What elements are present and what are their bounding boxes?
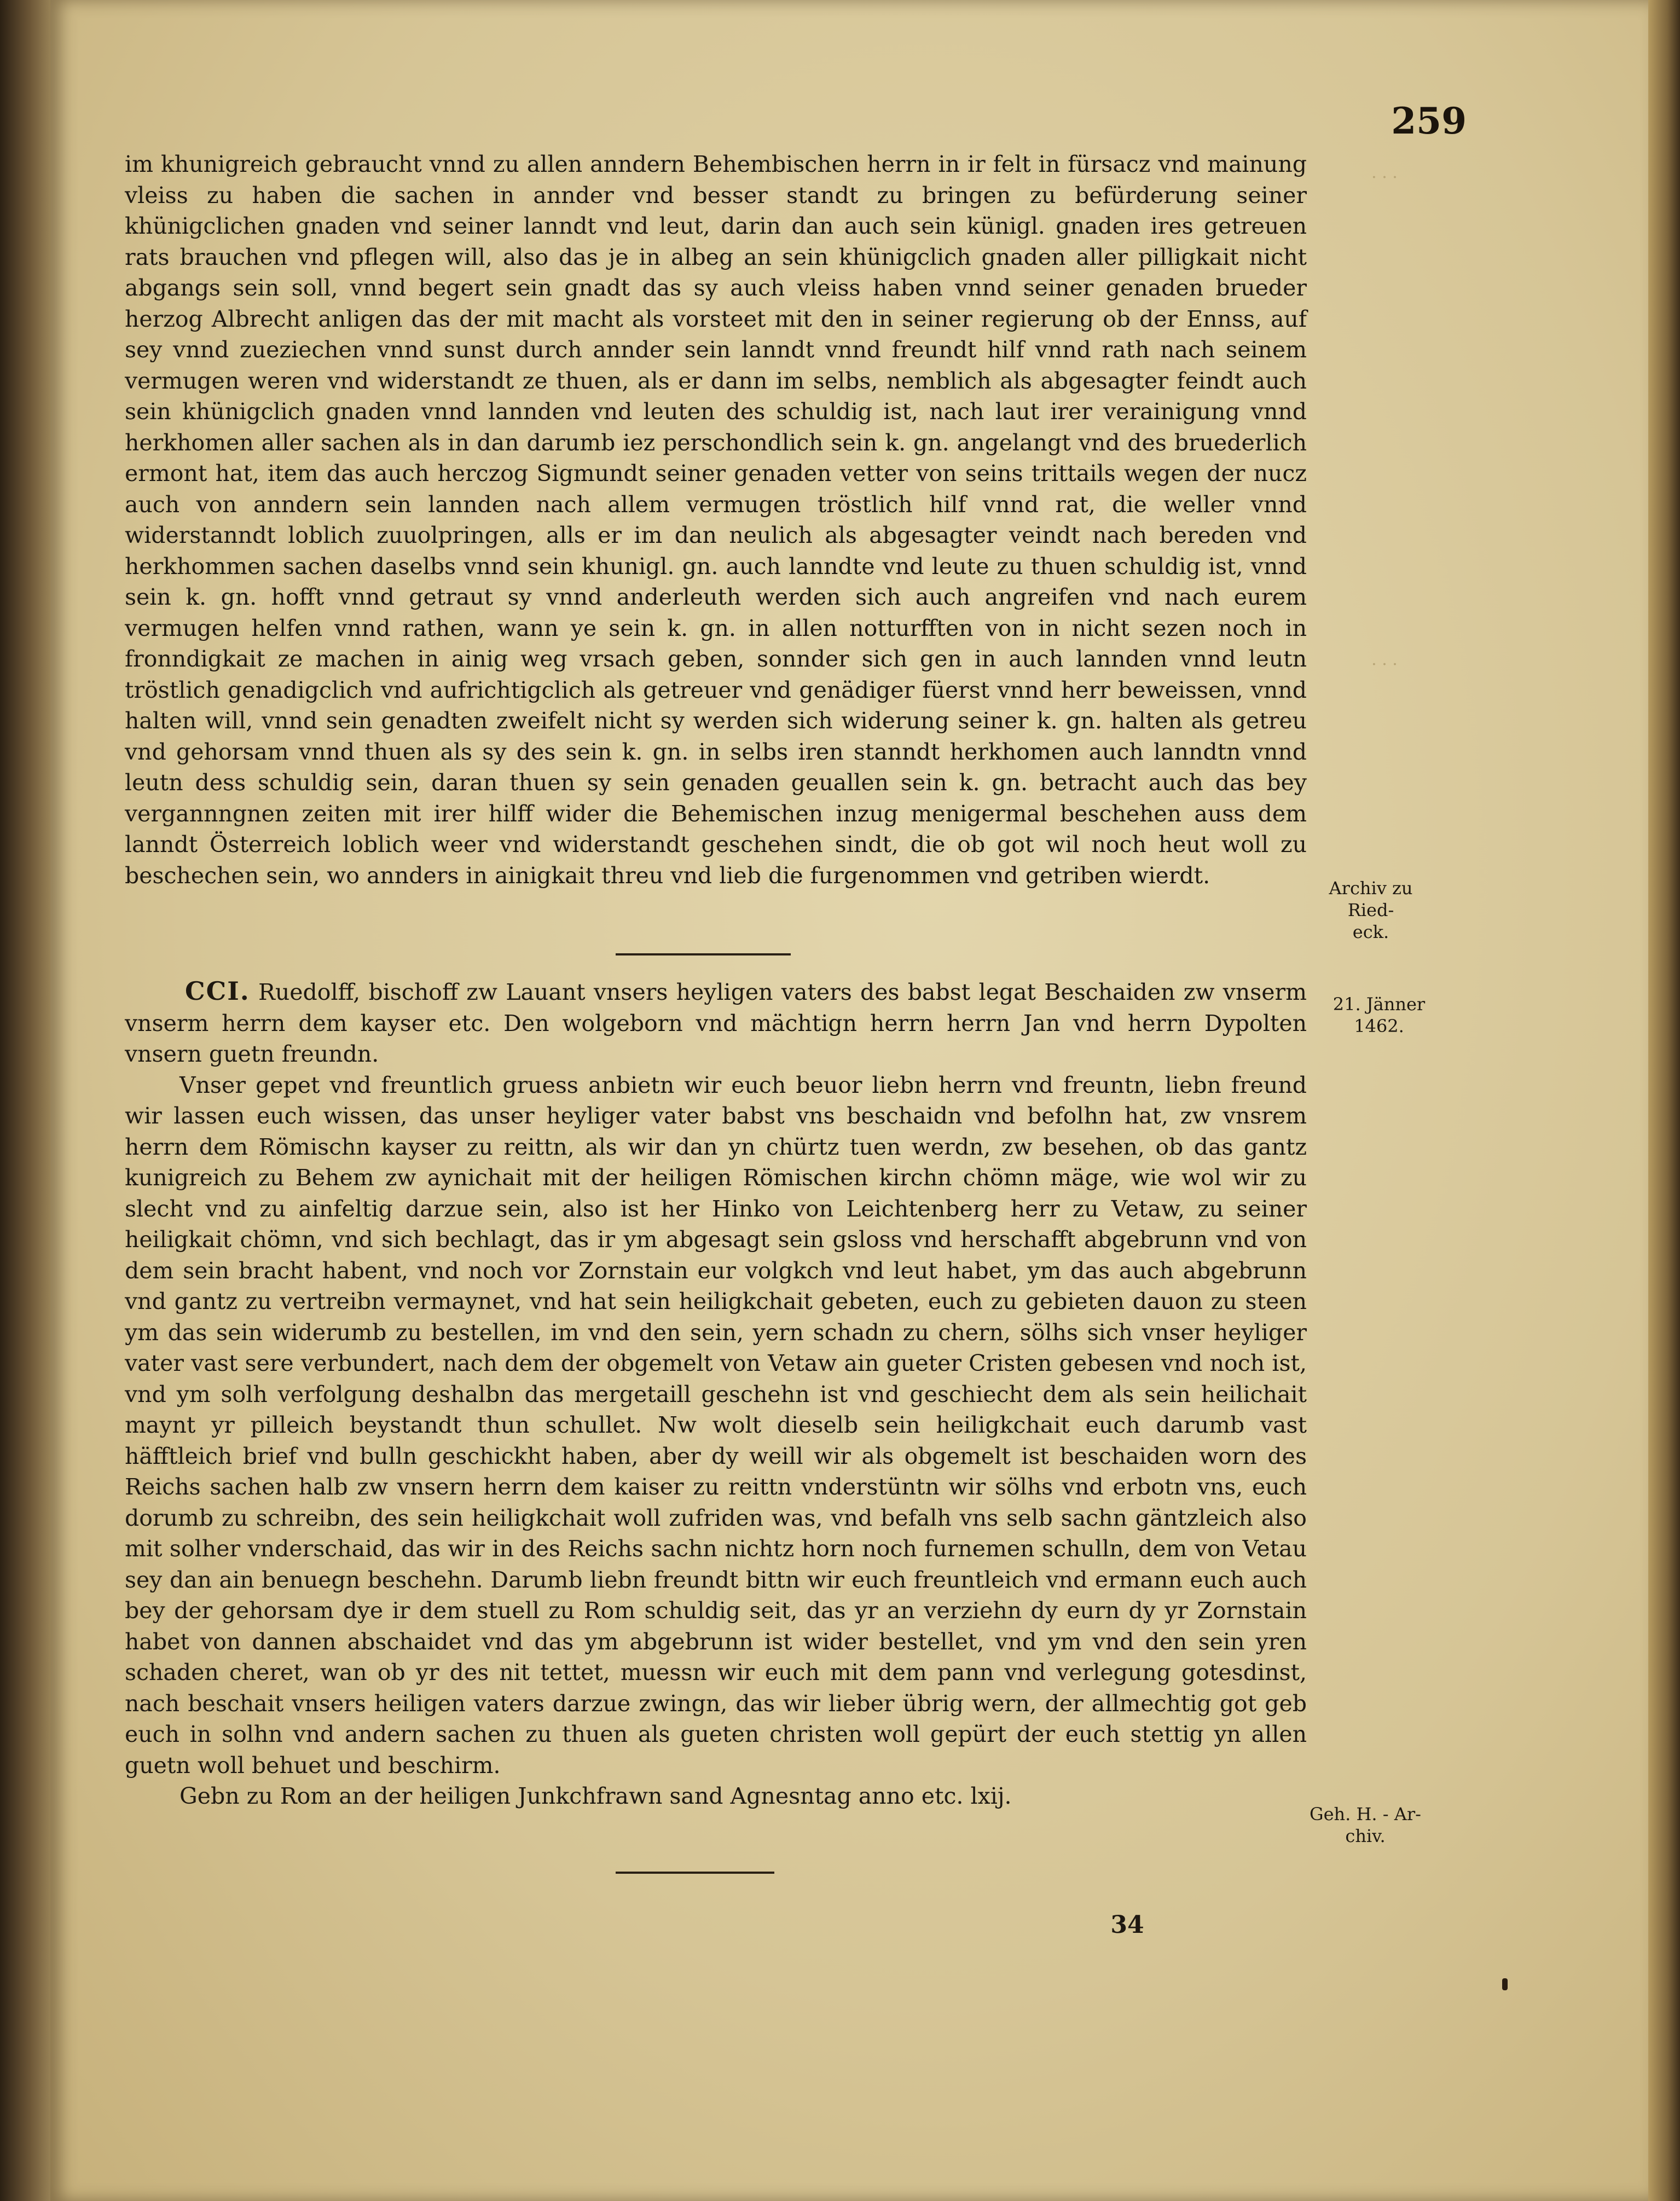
page-edge xyxy=(1648,0,1680,2201)
bleed-through-mark: · · · xyxy=(1371,168,1398,187)
margin-note-line: 1462. xyxy=(1354,1016,1404,1036)
printer-signature: 34 xyxy=(1110,1911,1144,1939)
ink-speck xyxy=(1502,1978,1508,1990)
document-cci xyxy=(125,976,1307,1812)
section-divider xyxy=(616,953,791,955)
margin-note-archive xyxy=(1308,877,1434,943)
margin-note-archive xyxy=(1302,1803,1428,1847)
margin-note-line: eck. xyxy=(1352,922,1389,942)
margin-note-line: Geh. H. - Ar- xyxy=(1310,1804,1421,1824)
bleed-through-mark: · · · xyxy=(1371,655,1398,674)
margin-note-line: chiv. xyxy=(1345,1826,1386,1846)
book-gutter xyxy=(0,0,53,2201)
letter-text: im khunigreich gebraucht vnnd zu allen anndern Behembischen herrn in ir felt in fürsacz vnd mainung vleiss zu haben die sachen in annder vnd besser standt zu bringen zu befürderung seiner khünigclichen gnaden vnd seiner lanndt vnd leut, darin dan auch sein künigl. gnaden ires getreuen rats brauchen vnd pflegen will, also das je in albeg an sein khünigclich gnaden aller pilligkait nicht abgangs sein soll, vnnd begert sein gnadt das sy auch vleiss haben vnnd seiner genaden brueder herzog Albrecht anligen das der mit macht als vorsteet mit den in seiner regierung ob der Ennss, auf sey vnnd zueziechen vnnd sunst durch annder sein lanndt vnnd freundt hilf vnnd rath nach seinem vermugen weren vnd widerstandt ze thuen, als er dann im selbs, nemblich als abgesagter feindt auch sein khünigclich gnaden vnnd lannden vnd leuten des schuldig ist, nach laut irer verainigung vnnd herkhomen aller sachen als in dan darumb iez perschondlich sein k. gn. angelangt vnd des bruederlich ermont hat, item das auch herczog Sigmundt seiner genaden vetter von seins trittails wegen der nucz auch von anndern sein lannden nach allem vermugen tröstlich hilf vnnd rat, die weller vnnd widerstanndt loblich zuuolpringen, alls er im dan neulich als abgesagter veindt nach bereden vnd herkhommen sachen daselbs vnnd sein khunigl. gn. auch lanndte vnd leute zu thuen schuldig ist, vnnd sein k. gn. hofft vnnd getraut sy vnnd anderleuth werden sich auch angreifen vnd nach eurem vermugen helfen vnnd rathen, wann ye sein k. gn. in allen notturfften von in nicht sezen noch in fronndigkait ze machen in ainig weg vrsach geben, sonnder sich gen in auch lannden vnnd leutn tröstlich genadigclich vnd aufrichtigclich als getreuer vnd genädiger füerst vnnd herr beweissen, vnnd halten will, vnnd sein genadten zweifelt nicht sy werden sich widerung seiner k. gn. halten als getreu vnd gehorsam vnnd thuen als sy des sein k. gn. in selbs iren stanndt herkhomen auch lanndtn vnnd leutn dess schuldig sein, daran thuen sy sein genaden geuallen sein k. gn. betracht auch das bey vergannngnen zeiten mit irer hilff wider die Behemischen inzug menigermal beschehen auss dem lanndt Österreich loblich weer vnd widerstandt geschehen sindt, die ob got wil noch heut woll zu beschechen sein, wo annders in ainigkait threu vnd lieb die furgenommen vnd getriben wierdt. xyxy=(125,151,1307,889)
margin-note-line: Archiv zu Ried- xyxy=(1329,878,1413,920)
section-divider xyxy=(616,1872,774,1874)
heading-text: Ruedolff, bischoff zw Lauant vnsers heyligen vaters des babst legat Beschaiden zw vnserm vnserm herrn dem kayser etc. Den wolgeborn vnd mächtign herrn herrn Jan vnd herrn Dypolten vnsern guetn freundn. xyxy=(125,979,1307,1067)
page-number: 259 xyxy=(1391,100,1467,142)
margin-note-date xyxy=(1330,993,1428,1037)
margin-note-line: 21. Jänner xyxy=(1333,994,1426,1015)
document-body: Vnser gepet vnd freuntlich gruess anbietn wir euch beuor liebn herrn vnd freuntn, liebn freund wir lassen euch wissen, das unser heyliger vater babst vns beschaidn vnd befolhn hat, zw vnsrem herrn dem Römischn kayser zu reittn, als wir dan yn chürtz tuen werdn, zw besehen, ob das gantz kunigreich zu Behem zw aynichait mit der heiligen Römischen kirchn chömn mäge, wie wol wir zu slecht vnd zu ainfeltig darzue sein, also ist her Hinko von Leichtenberg herr zu Vetaw, zu seiner heiligkait chömn, vnd sich bechlagt, das ir ym abgesagt sein gsloss vnd herschafft abgebrunn vnd von dem sein bracht habent, vnd noch vor Zornstain eur volgkch vnd leut habet, ym das auch abgebrunn vnd gantz zu vertreibn vermaynet, vnd hat sein heiligkchait gebeten, euch zu gebieten dauon zu steen ym das sein widerumb zu bestellen, im vnd den sein, yern schadn zu chern, sölhs sich vnser heyliger vater vast sere verbundert, nach dem der obgemelt von Vetaw ain gueter Cristen gebesen vnd noch ist, vnd ym solh verfolgung deshalbn das mergetaill geschehn ist vnd geschiecht dem als sein heilichait maynt yr pilleich beystandt thun schullet. Nw wolt dieselb sein heiligkchait euch darumb vast häfftleich brief vnd bulln geschickht haben, aber dy weill wir als obgemelt ist beschaiden worn des Reichs sachen halb zw vnsern herrn dem kaiser zu reittn vnderstüntn wir sölhs vnd erbotn vns, euch dorumb zu schreibn, des sein heiligkchait woll zufriden was, vnd befalh vns selb sachn gäntzleich also mit solher vnderschaid, das wir in des Reichs sachn nichtz horn noch furnemen schulln, dem von Vetau sey dan ain benuegn beschehn. Darumb liebn freundt bittn wir euch freuntleich vnd ermann euch auch bey der gehorsam dye ir dem stuell zu Rom schuldig seit, das yr an verziehn dy eurn dy yr Zornstain habet von dannen abschaidet vnd das ym abgebrunn ist wider bestellet, vnd ym vnd den sein yren schaden cheret, wan ob yr des nit tettet, muessn wir euch mit dem pann vnd verlegung gotesdinst, nach beschait vnsers heiligen vaters darzue zwingn, das wir lieber übrig wern, der allmechtig got geb euch in solhn vnd andern sachen zu thuen als gueten christen woll gepürt der euch stettig yn allen guetn woll behuet und beschirm. xyxy=(125,1071,1307,1779)
continued-letter xyxy=(125,149,1307,891)
document-closing: Gebn zu Rom an der heiligen Junkchfrawn sand Agnesntag anno etc. lxij. xyxy=(179,1783,1012,1809)
document-heading xyxy=(125,976,1307,1070)
document-number: CCI. xyxy=(185,976,250,1006)
